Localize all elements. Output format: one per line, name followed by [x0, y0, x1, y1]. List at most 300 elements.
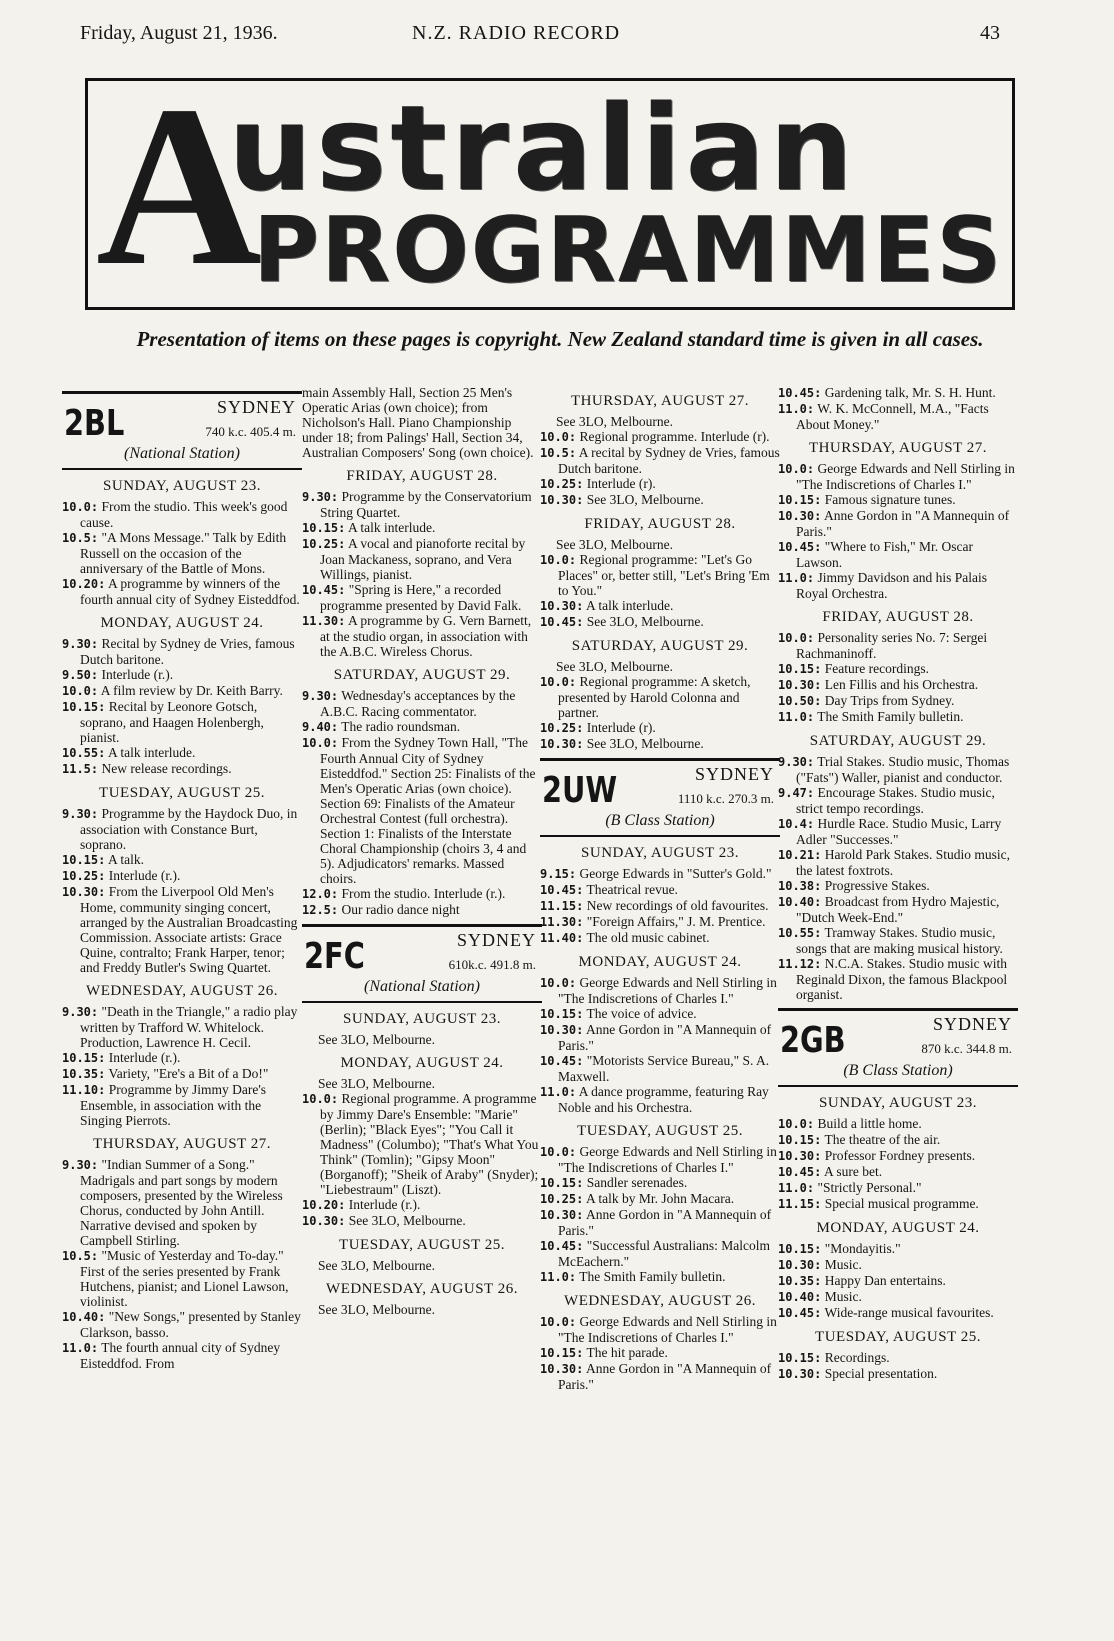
programme-description: Regional programme: A sketch, presented by Harold Colonna and partner.	[558, 674, 751, 720]
programme-description: From the studio. Interlude (r.).	[338, 886, 506, 901]
programme-item	[540, 476, 780, 492]
programme-time: 10.0:	[540, 553, 577, 567]
programme-item	[62, 1248, 302, 1309]
programme-item	[540, 1314, 780, 1345]
programme-time: 9.30:	[62, 1158, 99, 1172]
programme-item	[302, 886, 542, 902]
programme-item	[540, 1345, 780, 1361]
column-4	[778, 385, 1018, 1382]
programme-time: 11.30:	[540, 915, 584, 929]
programme-description: Special presentation.	[821, 1366, 938, 1381]
day-heading: TUESDAY, AUGUST 25.	[815, 1329, 981, 1345]
programme-item	[540, 445, 780, 476]
programme-description: Anne Gordon in "A Mannequin of Paris."	[558, 1022, 772, 1053]
see-reference: See 3LO, Melbourne.	[556, 659, 673, 674]
programme-time: 10.15:	[540, 1346, 584, 1360]
see-reference: See 3LO, Melbourne.	[556, 414, 673, 429]
programme-item	[778, 1305, 1018, 1321]
programme-description: The fourth annual city of Sydney Eisteddfod. From	[80, 1340, 281, 1371]
programme-item	[302, 536, 542, 582]
programme-time: 11.0:	[540, 1085, 577, 1099]
programme-description: Tramway Stakes. Studio music, songs that are making musical history.	[796, 925, 1003, 956]
station-call-sign: 2UW	[542, 770, 618, 811]
programme-time: 10.30:	[540, 493, 584, 507]
programme-description: The theatre of the air.	[821, 1132, 941, 1147]
programme-item	[540, 930, 780, 946]
programme-description: A film review by Dr. Keith Barry.	[98, 683, 283, 698]
programme-time: 10.30:	[778, 678, 822, 692]
programme-item	[62, 667, 302, 683]
programme-description: Happy Dan entertains.	[821, 1273, 946, 1288]
programme-item	[540, 882, 780, 898]
programme-time: 11.0:	[540, 1270, 577, 1284]
programme-time: 10.20:	[302, 1198, 346, 1212]
programme-time: 10.30:	[540, 1023, 584, 1037]
programme-time: 10.0:	[540, 1145, 577, 1159]
programme-description: See 3LO, Melbourne.	[583, 614, 704, 629]
programme-item	[778, 461, 1018, 492]
programme-description: "Motorists Service Bureau," S. A. Maxwell.	[558, 1053, 770, 1084]
programme-time: 12.0:	[302, 887, 339, 901]
station-header	[540, 758, 780, 837]
programme-description: See 3LO, Melbourne.	[345, 1213, 466, 1228]
column-1	[62, 385, 302, 1371]
programme-description: A vocal and pianoforte recital by Joan Mackaness, soprano, and Vera Willings, pianist.	[320, 536, 526, 582]
programme-item	[62, 884, 302, 975]
programme-time: 9.30:	[302, 689, 339, 703]
programme-item	[540, 674, 780, 720]
programme-item	[62, 530, 302, 576]
programme-description: Interlude (r.).	[98, 667, 174, 682]
programme-description: A programme by winners of the fourth annual city of Sydney Eisteddfod.	[80, 576, 300, 607]
programme-time: 10.50:	[778, 694, 822, 708]
programme-item	[302, 902, 542, 918]
programme-item	[778, 630, 1018, 661]
programme-description: A talk.	[105, 852, 144, 867]
programme-item	[302, 735, 542, 886]
programme-time: 10.30:	[778, 1367, 822, 1381]
programme-time: 10.30:	[778, 509, 822, 523]
programme-item	[778, 816, 1018, 847]
programme-time: 9.30:	[62, 1005, 99, 1019]
programme-item	[778, 1164, 1018, 1180]
programme-item	[778, 894, 1018, 925]
programme-item	[778, 1350, 1018, 1366]
programme-description: Jimmy Davidson and his Palais Royal Orchestra.	[796, 570, 987, 601]
programme-description: Day Trips from Sydney.	[821, 693, 955, 708]
programme-time: 10.4:	[778, 817, 815, 831]
programme-time: 9.30:	[62, 807, 99, 821]
programme-description: From the studio. This week's good cause.	[80, 499, 288, 530]
programme-description: Encourage Stakes. Studio music, strict tempo recordings.	[796, 785, 995, 816]
programme-description: From the Liverpool Old Men's Home, community singing concert, arranged by the Australian Broadcasting Commission. Associate artists: Grace Quine, contralto; Frank Harper, tenor; and Freddy Butler's Swing Quartet.	[80, 884, 298, 975]
programme-description: Anne Gordon in "A Mannequin of Paris."	[796, 508, 1010, 539]
station-header	[62, 391, 302, 470]
programme-item	[778, 1273, 1018, 1289]
station-header	[778, 1008, 1018, 1087]
programme-time: 10.45:	[540, 883, 584, 897]
programme-time: 11.0:	[778, 402, 815, 416]
programme-item	[778, 508, 1018, 539]
programme-description: The radio roundsman.	[338, 719, 461, 734]
programme-item	[62, 1004, 302, 1050]
programme-item	[778, 693, 1018, 709]
programme-description: Interlude (r).	[583, 476, 656, 491]
programme-item	[540, 1144, 780, 1175]
programme-item	[62, 1082, 302, 1128]
programme-description: Music.	[821, 1289, 862, 1304]
programme-description: "Indian Summer of a Song." Madrigals and part songs by modern composers, presented by the Wireless Chorus, conducted by John Antill. Narrative devised and spoken by Campbell Stirling.	[80, 1157, 283, 1248]
programme-description: W. K. McConnell, M.A., "Facts About Money."	[796, 401, 989, 432]
station-header	[302, 924, 542, 1003]
programme-description: Regional programme: "Let's Go Places" or, better still, "Let's Bring 'Em to You."	[558, 552, 770, 598]
programme-description: Len Fillis and his Orchestra.	[821, 677, 979, 692]
programme-item	[540, 1053, 780, 1084]
programme-item	[62, 1050, 302, 1066]
day-heading: MONDAY, AUGUST 24.	[100, 615, 264, 631]
programme-time: 9.50:	[62, 668, 99, 682]
programme-description: A sure bet.	[821, 1164, 883, 1179]
programme-time: 10.30:	[302, 1214, 346, 1228]
programme-description: A talk by Mr. John Macara.	[583, 1191, 735, 1206]
programme-time: 10.40:	[62, 1310, 106, 1324]
programme-item	[778, 401, 1018, 432]
copyright-notice: Presentation of items on these pages is copyright. New Zealand standard time is given in all cases.	[136, 327, 984, 351]
day-heading: FRIDAY, AUGUST 28.	[346, 468, 498, 484]
see-reference: See 3LO, Melbourne.	[556, 537, 673, 552]
programme-item	[540, 492, 780, 508]
programme-item	[540, 1191, 780, 1207]
programme-description: "New Songs," presented by Stanley Clarkson, basso.	[80, 1309, 301, 1340]
programme-time: 10.30:	[62, 885, 106, 899]
programme-description: A recital by Sydney de Vries, famous Dutch baritone.	[558, 445, 780, 476]
programme-item	[778, 709, 1018, 725]
programme-time: 11.12:	[778, 957, 822, 971]
programme-description: "Music of Yesterday and To-day." First of the series presented by Frank Hutchens, pianist; and Lionel Lawson, violinist.	[80, 1248, 289, 1309]
programme-item	[302, 582, 542, 613]
programme-item	[778, 677, 1018, 693]
programme-description: Interlude (r.).	[105, 868, 181, 883]
banner-word-programmes: PROGRAMMES	[253, 198, 1004, 303]
programme-item	[62, 1340, 302, 1371]
station-frequency: 610k.c. 491.8 m.	[448, 957, 536, 972]
page-number: 43	[980, 22, 1000, 44]
programme-description: Trial Stakes. Studio music, Thomas ("Fats") Waller, pianist and conductor.	[796, 754, 1010, 785]
programme-item	[540, 614, 780, 630]
programme-description: Sandler serenades.	[583, 1175, 688, 1190]
programme-time: 11.0:	[778, 571, 815, 585]
programme-item	[540, 975, 780, 1006]
programme-item	[62, 683, 302, 699]
programme-item	[302, 613, 542, 659]
programme-item	[540, 598, 780, 614]
programme-time: 10.15:	[540, 1007, 584, 1021]
programme-description: From the Sydney Town Hall, "The Fourth Annual City of Sydney Eisteddfod." Section 25: Finalists of the Men's Operatic Arias (own choice). Section 69: Finalists of the Amateur Orchestral Contest (full orchestra). Section 1: Finalists of the Interstate Choral Championship (choirs 3, 4 and 5). Adjudicators' remarks. Massed choirs.	[320, 735, 536, 886]
programme-description: Variety, "Ere's a Bit of a Do!"	[105, 1066, 269, 1081]
programme-item	[540, 1175, 780, 1191]
programme-description: Programme by the Haydock Duo, in association with Constance Burt, soprano.	[80, 806, 298, 852]
programme-time: 10.0:	[62, 500, 99, 514]
station-city: SYDNEY	[216, 397, 296, 417]
day-heading: SUNDAY, AUGUST 23.	[581, 845, 739, 861]
programme-description: Broadcast from Hydro Majestic, "Dutch Week-End."	[796, 894, 1000, 925]
programme-description: Interlude (r.).	[345, 1197, 421, 1212]
programme-description: Progressive Stakes.	[821, 878, 930, 893]
day-heading: SUNDAY, AUGUST 23.	[343, 1011, 501, 1027]
programme-time: 10.5:	[62, 1249, 99, 1263]
programme-description: New release recordings.	[98, 761, 232, 776]
programme-time: 10.5:	[540, 446, 577, 460]
programme-time: 10.0:	[778, 631, 815, 645]
programme-description: A dance programme, featuring Ray Noble and his Orchestra.	[558, 1084, 769, 1115]
programme-item	[62, 806, 302, 852]
programme-description: Famous signature tunes.	[821, 492, 956, 507]
programme-item	[302, 1197, 542, 1213]
day-heading: THURSDAY, AUGUST 27.	[808, 440, 988, 456]
station-class: (National Station)	[364, 978, 480, 995]
programme-item	[540, 736, 780, 752]
day-heading: THURSDAY, AUGUST 27.	[92, 1136, 272, 1152]
programme-item	[62, 1309, 302, 1340]
programme-description: Recital by Sydney de Vries, famous Dutch baritone.	[80, 636, 295, 667]
programme-time: 10.45:	[540, 615, 584, 629]
programme-item	[540, 914, 780, 930]
programme-description: The hit parade.	[583, 1345, 668, 1360]
programme-item	[540, 1006, 780, 1022]
programme-time: 10.30:	[540, 737, 584, 751]
station-call-sign: 2GB	[780, 1020, 846, 1061]
programme-description: Interlude (r).	[583, 720, 656, 735]
see-reference: See 3LO, Melbourne.	[318, 1302, 435, 1317]
banner-initial: A	[96, 58, 263, 313]
programme-time: 9.40:	[302, 720, 339, 734]
programme-time: 10.15:	[778, 662, 822, 676]
programme-time: 10.45:	[778, 386, 822, 400]
programme-time: 10.0:	[540, 976, 577, 990]
programme-time: 10.40:	[778, 1290, 822, 1304]
programme-time: 10.38:	[778, 879, 822, 893]
station-frequency: 870 k.c. 344.8 m.	[921, 1041, 1012, 1056]
station-frequency: 740 k.c. 405.4 m.	[205, 424, 296, 439]
programme-time: 10.15:	[778, 1133, 822, 1147]
day-heading: THURSDAY, AUGUST 27.	[570, 393, 750, 409]
programme-time: 11.40:	[540, 931, 584, 945]
day-heading: TUESDAY, AUGUST 25.	[577, 1123, 743, 1139]
programme-description: Professor Fordney presents.	[821, 1148, 976, 1163]
programme-time: 9.15:	[540, 867, 577, 881]
day-heading: TUESDAY, AUGUST 25.	[339, 1237, 505, 1253]
programme-item	[62, 761, 302, 777]
programme-description: N.C.A. Stakes. Studio music with Reginald Dixon, the famous Blackpool organist.	[796, 956, 1008, 1002]
station-call-sign: 2FC	[304, 936, 365, 977]
programme-time: 10.0:	[540, 1315, 577, 1329]
programme-description: George Edwards in "Sutter's Gold."	[576, 866, 772, 881]
see-reference: See 3LO, Melbourne.	[318, 1032, 435, 1047]
programme-time: 10.30:	[540, 1208, 584, 1222]
page-header	[0, 22, 1114, 52]
day-heading: WEDNESDAY, AUGUST 26.	[326, 1281, 518, 1297]
day-heading: MONDAY, AUGUST 24.	[340, 1055, 504, 1071]
programme-description: George Edwards and Nell Stirling in "The Indiscretions of Charles I."	[558, 1314, 777, 1345]
programme-time: 10.0:	[778, 1117, 815, 1131]
day-heading: MONDAY, AUGUST 24.	[816, 1220, 980, 1236]
issue-date: Friday, August 21, 1936.	[80, 22, 278, 44]
programme-item	[302, 1213, 542, 1229]
station-class: (B Class Station)	[843, 1062, 953, 1079]
programme-time: 10.25:	[540, 1192, 584, 1206]
programme-time: 10.5:	[62, 531, 99, 545]
programme-item	[778, 570, 1018, 601]
programme-description: Programme by Jimmy Dare's Ensemble, in association with the Singing Pierrots.	[80, 1082, 267, 1128]
programme-item	[62, 852, 302, 868]
programme-item	[778, 878, 1018, 894]
programme-time: 11.5:	[62, 762, 99, 776]
programme-time: 10.45:	[778, 540, 822, 554]
column-3	[540, 385, 780, 1392]
programme-item	[778, 785, 1018, 816]
programme-item	[778, 1180, 1018, 1196]
programme-description: See 3LO, Melbourne.	[583, 736, 704, 751]
programme-description: Personality series No. 7: Sergei Rachmaninoff.	[796, 630, 988, 661]
station-city: SYDNEY	[694, 764, 774, 784]
programme-item	[778, 847, 1018, 878]
programme-item	[540, 429, 780, 445]
programme-description: "Strictly Personal."	[814, 1180, 922, 1195]
programme-time: 11.15:	[540, 899, 584, 913]
see-reference: See 3LO, Melbourne.	[318, 1076, 435, 1091]
programme-description: Theatrical revue.	[583, 882, 678, 897]
programme-item	[540, 720, 780, 736]
programme-item	[778, 1116, 1018, 1132]
programme-item	[540, 1361, 780, 1392]
programme-time: 10.0:	[302, 736, 339, 750]
programme-time: 11.0:	[778, 710, 815, 724]
day-heading: SATURDAY, AUGUST 29.	[571, 638, 749, 654]
column-2	[302, 385, 542, 1317]
programme-item	[540, 1269, 780, 1285]
programme-time: 10.35:	[778, 1274, 822, 1288]
programme-description: George Edwards and Nell Stirling in "The Indiscretions of Charles I."	[558, 975, 777, 1006]
programme-time: 10.25:	[62, 869, 106, 883]
programme-item	[778, 385, 1018, 401]
programme-time: 10.15:	[540, 1176, 584, 1190]
banner-word-australian: ustralian	[228, 79, 857, 217]
programme-time: 9.30:	[302, 490, 339, 504]
programme-description: Wide-range musical favourites.	[821, 1305, 994, 1320]
programme-time: 10.55:	[62, 746, 106, 760]
programme-time: 10.21:	[778, 848, 822, 862]
programme-description: Recital by Leonore Gotsch, soprano, and Haagen Holenbergh, pianist.	[80, 699, 264, 745]
programme-item	[778, 925, 1018, 956]
programme-time: 10.45:	[540, 1239, 584, 1253]
programme-time: 10.45:	[778, 1165, 822, 1179]
programme-description: Hurdle Race. Studio Music, Larry Adler "Successes."	[796, 816, 1002, 847]
day-heading: MONDAY, AUGUST 24.	[578, 954, 742, 970]
programme-item	[302, 520, 542, 536]
programme-description: The old music cabinet.	[583, 930, 710, 945]
programme-description: "A Mons Message." Talk by Edith Russell on the occasion of the anniversary of the Battle of Mons.	[80, 530, 287, 576]
day-heading: WEDNESDAY, AUGUST 26.	[86, 983, 278, 999]
programme-time: 10.0:	[302, 1092, 339, 1106]
publication-name: N.Z. RADIO RECORD	[412, 22, 621, 44]
programme-description: Our radio dance night	[338, 902, 460, 917]
programme-time: 10.15:	[778, 493, 822, 507]
programme-description: Regional programme. Interlude (r).	[576, 429, 770, 444]
programme-description: Anne Gordon in "A Mannequin of Paris."	[558, 1207, 772, 1238]
programme-item	[540, 1207, 780, 1238]
programme-item	[302, 719, 542, 735]
programme-time: 10.55:	[778, 926, 822, 940]
programme-description: "Foreign Affairs," J. M. Prentice.	[583, 914, 766, 929]
programme-description: George Edwards and Nell Stirling in "The Indiscretions of Charles I."	[796, 461, 1015, 492]
programme-time: 11.0:	[778, 1181, 815, 1195]
programme-item-continued: main Assembly Hall, Section 25 Men's Operatic Arias (own choice); from Nicholson's Hall. Piano Championship under 18; from Palings' Hall, Section 34, Australian Composers' Song (own choice).	[302, 385, 534, 460]
programme-description: A talk interlude.	[345, 520, 436, 535]
programme-time: 10.45:	[540, 1054, 584, 1068]
programme-item	[62, 576, 302, 607]
programme-description: "Spring is Here," a recorded programme presented by David Falk.	[320, 582, 522, 613]
station-city: SYDNEY	[456, 930, 536, 950]
programme-time: 9.30:	[778, 755, 815, 769]
programme-item	[778, 1196, 1018, 1212]
programme-time: 10.45:	[778, 1306, 822, 1320]
programme-item	[778, 956, 1018, 1002]
programme-time: 10.45:	[302, 583, 346, 597]
programme-description: Build a little home.	[814, 1116, 922, 1131]
programme-description: The Smith Family bulletin.	[814, 709, 964, 724]
programme-time: 11.15:	[778, 1197, 822, 1211]
programme-description: Wednesday's acceptances by the A.B.C. Racing commentator.	[320, 688, 516, 719]
programme-description: "Death in the Triangle," a radio play written by Trafford W. Whitelock. Production, Lawrence H. Cecil.	[80, 1004, 298, 1050]
programme-time: 10.15:	[302, 521, 346, 535]
programme-time: 10.15:	[62, 853, 106, 867]
programme-item	[302, 489, 542, 520]
programme-time: 9.30:	[62, 637, 99, 651]
programme-time: 10.0:	[540, 430, 577, 444]
programme-time: 11.0:	[62, 1341, 99, 1355]
programme-item	[778, 1289, 1018, 1305]
programme-item	[778, 754, 1018, 785]
programme-description: Regional programme. A programme by Jimmy Dare's Ensemble: "Marie" (Berlin); "Black Eyes"; "You Call it Madness" (Columbo); "That's What You Think" (Tomlin); "Gipsy Moon" (Borganoff); "Sheik of Araby" (Snyder); "Liebestraum" (Liszt).	[320, 1091, 539, 1197]
programme-time: 10.15:	[778, 1242, 822, 1256]
programme-description: Anne Gordon in "A Mannequin of Paris."	[558, 1361, 772, 1392]
programme-item	[778, 1366, 1018, 1382]
programme-description: Recordings.	[821, 1350, 890, 1365]
station-class: (National Station)	[124, 445, 240, 462]
programme-time: 12.5:	[302, 903, 339, 917]
programme-time: 10.25:	[302, 537, 346, 551]
programme-item	[778, 1257, 1018, 1273]
programme-description: The Smith Family bulletin.	[576, 1269, 726, 1284]
programme-time: 10.0:	[778, 462, 815, 476]
programme-time: 10.0:	[62, 684, 99, 698]
programme-item	[540, 552, 780, 598]
programme-description: Interlude (r.).	[105, 1050, 181, 1065]
programme-item	[62, 1157, 302, 1248]
programme-item	[62, 1066, 302, 1082]
programme-item	[540, 1084, 780, 1115]
programme-description: A talk interlude.	[583, 598, 674, 613]
station-city: SYDNEY	[932, 1014, 1012, 1034]
programme-time: 10.30:	[778, 1258, 822, 1272]
programme-item	[62, 699, 302, 745]
programme-description: A programme by G. Vern Barnett, at the studio organ, in association with the A.B.C. Wireless Chorus.	[320, 613, 532, 659]
programme-item	[778, 661, 1018, 677]
programme-description: "Mondayitis."	[821, 1241, 901, 1256]
programme-item	[540, 898, 780, 914]
day-heading: TUESDAY, AUGUST 25.	[99, 785, 265, 801]
programme-description: Gardening talk, Mr. S. H. Hunt.	[821, 385, 996, 400]
